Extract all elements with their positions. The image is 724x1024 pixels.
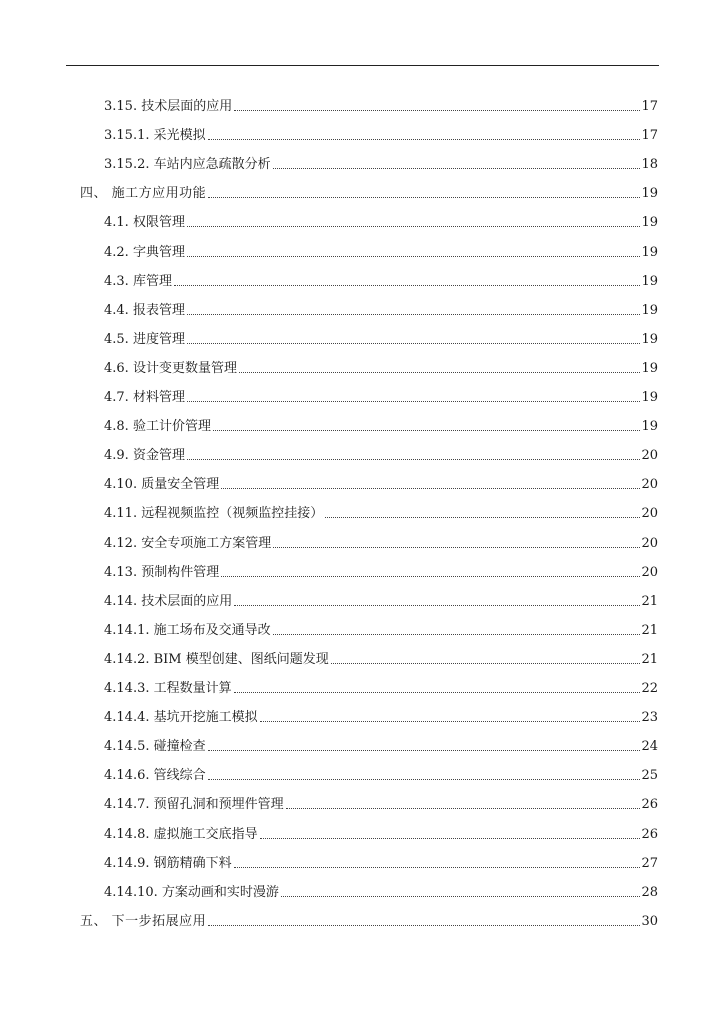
toc-entry[interactable] bbox=[104, 852, 658, 872]
toc-dot-leader bbox=[187, 256, 641, 257]
toc-dot-leader bbox=[213, 430, 641, 431]
toc-entry[interactable] bbox=[104, 357, 658, 377]
toc-entry[interactable] bbox=[104, 124, 658, 144]
toc-dot-leader bbox=[239, 372, 641, 373]
toc-dot-leader bbox=[187, 343, 641, 344]
toc-entry-page-number: 26 bbox=[641, 826, 658, 842]
toc-dot-leader bbox=[273, 634, 641, 635]
toc-entry-page-number: 23 bbox=[641, 710, 658, 726]
toc-entry-label: 4.14. 技术层面的应用 bbox=[104, 593, 233, 609]
toc-dot-leader bbox=[208, 925, 640, 926]
toc-entry-label: 4.10. 质量安全管理 bbox=[104, 477, 220, 493]
toc-dot-leader bbox=[208, 197, 640, 198]
toc-entry[interactable] bbox=[104, 735, 658, 755]
toc-dot-leader bbox=[221, 488, 640, 489]
toc-entry-label: 四、 施工方应用功能 bbox=[80, 186, 207, 202]
toc-dot-leader bbox=[281, 896, 641, 897]
toc-entry-label: 4.14.2. BIM 模型创建、图纸问题发现 bbox=[104, 651, 329, 667]
toc-dot-leader bbox=[234, 867, 641, 868]
toc-entry-page-number: 17 bbox=[641, 128, 658, 144]
toc-entry-label: 4.6. 设计变更数量管理 bbox=[104, 360, 237, 376]
toc-entry[interactable] bbox=[104, 241, 658, 261]
toc-dot-leader bbox=[208, 139, 641, 140]
toc-entry-page-number: 17 bbox=[641, 99, 658, 114]
toc-entry[interactable] bbox=[104, 473, 658, 493]
toc-entry-label: 4.9. 资金管理 bbox=[104, 448, 185, 464]
toc-entry-label: 4.8. 验工计价管理 bbox=[104, 419, 211, 435]
toc-entry-page-number: 21 bbox=[641, 651, 658, 667]
toc-entry-label: 4.14.3. 工程数量计算 bbox=[104, 681, 232, 696]
toc-entry-page-number: 19 bbox=[641, 331, 658, 347]
toc-entry-label: 4.4. 报表管理 bbox=[104, 302, 185, 318]
toc-entry-page-number: 27 bbox=[641, 855, 658, 871]
toc-entry-page-number: 26 bbox=[641, 797, 658, 813]
toc-entry-page-number: 21 bbox=[641, 593, 658, 609]
toc-entry[interactable] bbox=[104, 881, 658, 901]
toc-entry-label: 4.14.5. 碰撞检查 bbox=[104, 739, 206, 755]
toc-entry-label: 4.2. 字典管理 bbox=[104, 244, 185, 260]
toc-dot-leader bbox=[187, 314, 641, 315]
toc-entry-label: 4.11. 远程视频监控（视频监控挂接） bbox=[104, 506, 324, 522]
toc-entry-page-number: 19 bbox=[641, 419, 658, 435]
toc-dot-leader bbox=[234, 605, 640, 606]
toc-entry[interactable] bbox=[104, 502, 658, 522]
toc-entry[interactable] bbox=[104, 590, 658, 610]
toc-entry[interactable] bbox=[104, 793, 658, 813]
toc-entry-page-number: 19 bbox=[641, 390, 658, 405]
toc-entry[interactable] bbox=[104, 764, 658, 784]
toc-entry-label: 4.14.1. 施工场布及交通导改 bbox=[104, 622, 271, 638]
toc-entry-page-number: 20 bbox=[641, 448, 658, 464]
toc-entry[interactable] bbox=[104, 677, 658, 697]
toc-dot-leader bbox=[234, 692, 641, 693]
toc-dot-leader bbox=[260, 721, 641, 722]
toc-entry-label: 4.14.4. 基坑开挖施工模拟 bbox=[104, 710, 258, 726]
toc-entry[interactable] bbox=[104, 299, 658, 319]
toc-entry[interactable] bbox=[80, 182, 658, 202]
toc-entry-label: 4.14.10. 方案动画和实时漫游 bbox=[104, 884, 279, 900]
toc-entry-page-number: 30 bbox=[641, 913, 658, 929]
toc-entry-label: 4.1. 权限管理 bbox=[104, 215, 185, 231]
toc-dot-leader bbox=[234, 110, 640, 111]
toc-entry-label: 4.14.9. 钢筋精确下料 bbox=[104, 855, 232, 871]
toc-entry[interactable] bbox=[104, 648, 658, 668]
toc-dot-leader bbox=[174, 285, 641, 286]
toc-entry-label: 4.3. 库管理 bbox=[104, 273, 172, 289]
toc-entry-page-number: 20 bbox=[641, 477, 658, 493]
toc-dot-leader bbox=[187, 226, 641, 227]
toc-entry-page-number: 19 bbox=[641, 186, 658, 202]
toc-entry[interactable] bbox=[104, 328, 658, 348]
toc-dot-leader bbox=[331, 663, 641, 664]
toc-entry-page-number: 25 bbox=[641, 768, 658, 784]
toc-entry[interactable] bbox=[104, 561, 658, 581]
toc-entry[interactable] bbox=[104, 706, 658, 726]
toc-entry-page-number: 19 bbox=[641, 273, 658, 289]
toc-dot-leader bbox=[273, 547, 640, 548]
toc-entry[interactable] bbox=[104, 619, 658, 639]
toc-entry-label: 4.13. 预制构件管理 bbox=[104, 564, 220, 580]
toc-entry-label: 3.15. 技术层面的应用 bbox=[104, 99, 233, 114]
toc-entry[interactable] bbox=[80, 910, 658, 930]
toc-entry[interactable] bbox=[104, 270, 658, 290]
toc-entry-page-number: 24 bbox=[641, 739, 658, 755]
toc-entry[interactable] bbox=[104, 211, 658, 231]
toc-entry-label: 4.14.8. 虚拟施工交底指导 bbox=[104, 826, 258, 842]
toc-entry-page-number: 22 bbox=[641, 681, 658, 696]
toc-entry-page-number: 19 bbox=[641, 302, 658, 318]
toc-dot-leader bbox=[187, 401, 641, 402]
toc-entry[interactable] bbox=[104, 532, 658, 552]
toc-entry-page-number: 19 bbox=[641, 215, 658, 231]
toc-entry-page-number: 19 bbox=[641, 360, 658, 376]
toc-entry[interactable] bbox=[104, 823, 658, 843]
toc-dot-leader bbox=[208, 750, 641, 751]
toc-entry[interactable] bbox=[104, 415, 658, 435]
toc-dot-leader bbox=[286, 808, 641, 809]
toc-entry[interactable] bbox=[104, 95, 658, 115]
toc-dot-leader bbox=[273, 168, 641, 169]
toc-entry-page-number: 20 bbox=[641, 506, 658, 522]
toc-entry-label: 4.5. 进度管理 bbox=[104, 331, 185, 347]
toc-dot-leader bbox=[208, 779, 641, 780]
header-rule bbox=[66, 65, 659, 66]
toc-entry-label: 3.15.2. 车站内应急疏散分析 bbox=[104, 157, 271, 173]
toc-dot-leader bbox=[325, 517, 640, 518]
toc-dot-leader bbox=[221, 576, 640, 577]
toc-entry-page-number: 18 bbox=[641, 157, 658, 173]
toc-entry-page-number: 28 bbox=[641, 884, 658, 900]
toc-entry-label: 五、 下一步拓展应用 bbox=[80, 913, 207, 929]
toc-entry-page-number: 20 bbox=[641, 535, 658, 551]
toc-entry-page-number: 20 bbox=[641, 564, 658, 580]
toc-entry-label: 4.12. 安全专项施工方案管理 bbox=[104, 535, 272, 551]
toc-entry-page-number: 19 bbox=[641, 244, 658, 260]
toc-entry-label: 4.7. 材料管理 bbox=[104, 390, 185, 405]
toc-entry-label: 4.14.7. 预留孔洞和预埋件管理 bbox=[104, 797, 284, 813]
toc-dot-leader bbox=[260, 838, 641, 839]
toc-entry[interactable] bbox=[104, 386, 658, 406]
toc-entry-label: 3.15.1. 采光模拟 bbox=[104, 128, 206, 144]
toc-entry[interactable] bbox=[104, 153, 658, 173]
toc-dot-leader bbox=[187, 459, 641, 460]
toc-entry-label: 4.14.6. 管线综合 bbox=[104, 768, 206, 784]
toc-entry-page-number: 21 bbox=[641, 622, 658, 638]
toc-entry[interactable] bbox=[104, 444, 658, 464]
